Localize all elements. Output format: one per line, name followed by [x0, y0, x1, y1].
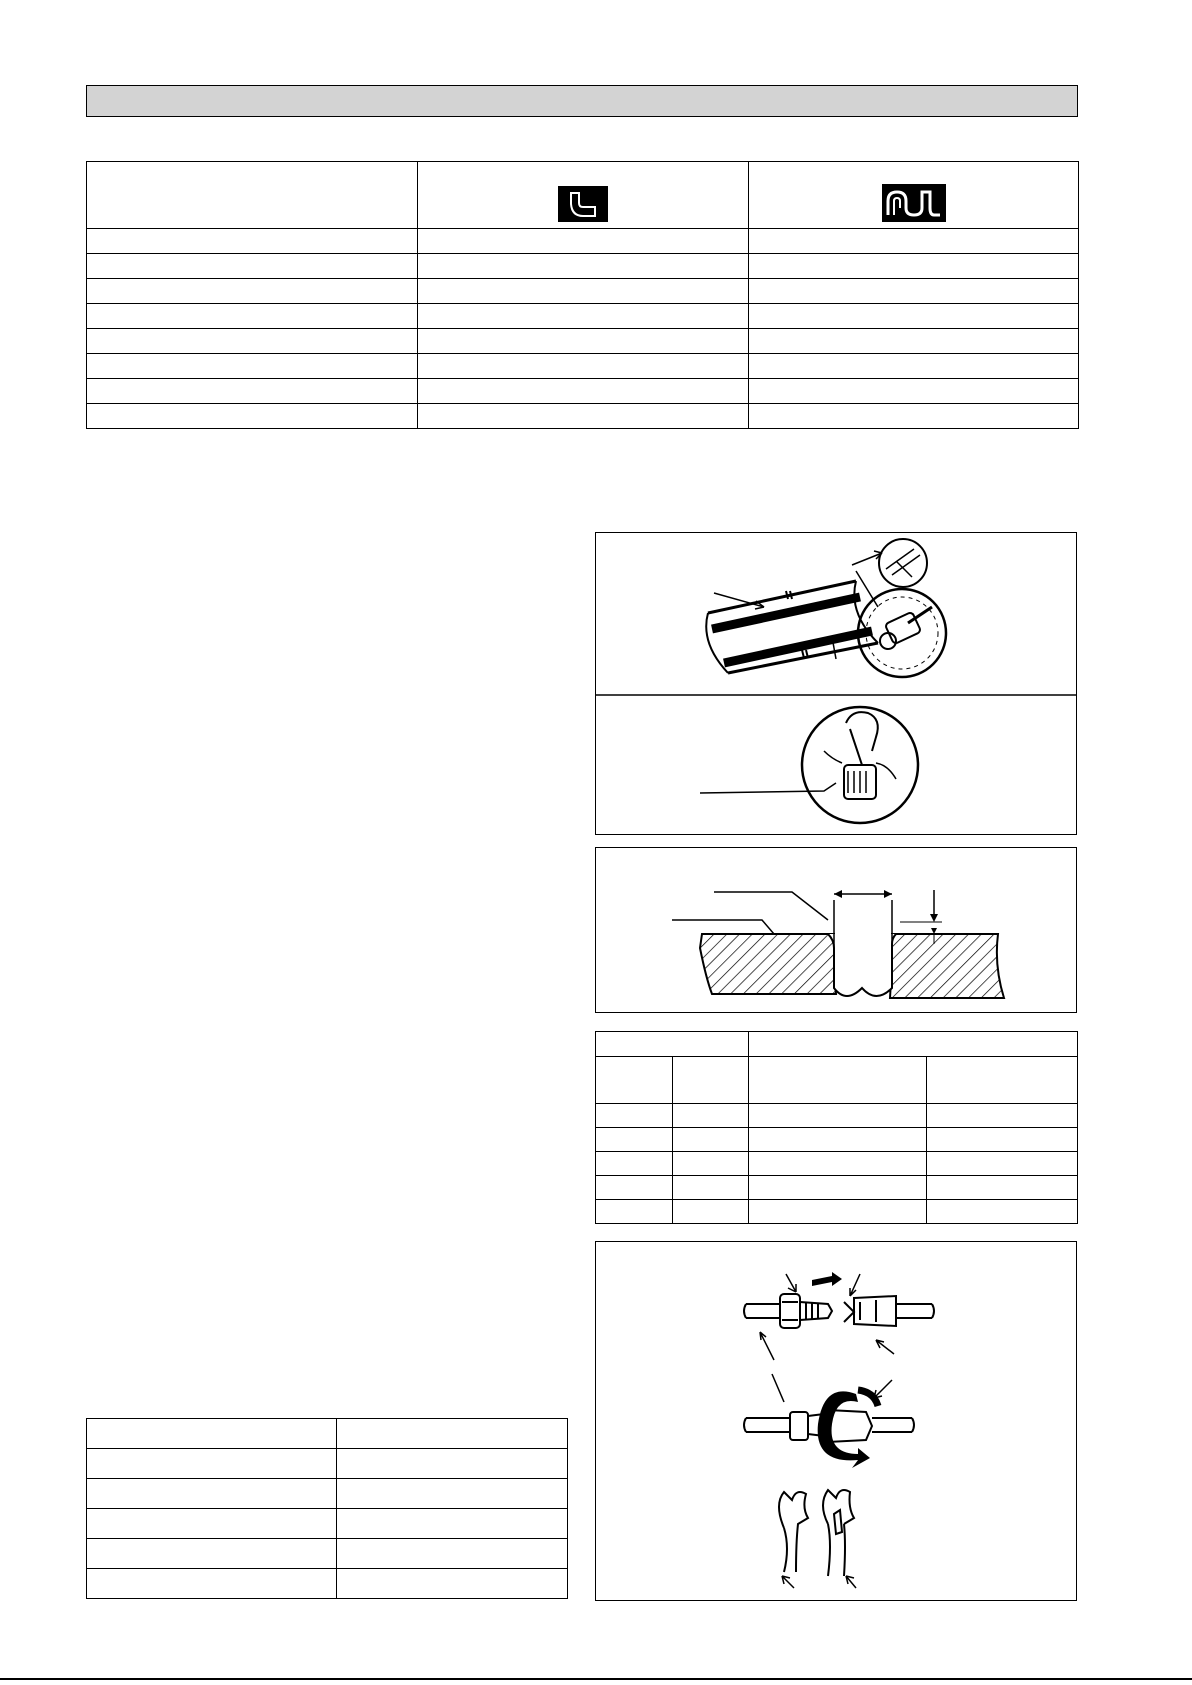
torque-cell: [337, 1449, 568, 1479]
torque-cell: [337, 1419, 568, 1449]
flare-cell: [596, 1104, 673, 1128]
flare-section-figure: [596, 848, 1076, 1012]
pipe-spec-cell: [749, 379, 1079, 404]
pipe-spec-cell: [418, 404, 749, 429]
pipe-spec-cell: [418, 329, 749, 354]
flare-cell: [673, 1152, 749, 1176]
flare-sub-header: [673, 1057, 749, 1104]
rotate-arrow-icon: [818, 1391, 870, 1468]
torque-cell: [87, 1509, 337, 1539]
pipe-spec-header-2: [749, 162, 1079, 229]
flare-cell: [749, 1152, 927, 1176]
flare-cell: [927, 1200, 1078, 1224]
pipe-spec-cell: [418, 304, 749, 329]
pipe-spec-cell: [418, 229, 749, 254]
pipe-spec-header-0: [87, 162, 418, 229]
flare-connection-panel: [595, 1241, 1077, 1601]
flare-sub-header: [749, 1057, 927, 1104]
flare-cell: [749, 1200, 927, 1224]
flare-section-panel: [595, 847, 1077, 1013]
flare-sub-header: [596, 1057, 673, 1104]
flare-sub-header: [927, 1057, 1078, 1104]
pipe-spec-cell: [749, 254, 1079, 279]
union-and-flare-nut-icon: [744, 1294, 934, 1328]
flare-cell: [749, 1104, 927, 1128]
torque-cell: [87, 1419, 337, 1449]
flare-dimension-table: [595, 1031, 1078, 1224]
pipe-cutting-panel: [595, 532, 1077, 835]
flare-connection-figure: [596, 1242, 1076, 1600]
torque-cell: [87, 1449, 337, 1479]
flare-cell: [673, 1128, 749, 1152]
page-bottom-rule: [0, 1678, 1192, 1680]
torque-cell: [87, 1569, 337, 1599]
flare-cell: [673, 1176, 749, 1200]
pipe-spec-cell: [87, 404, 418, 429]
torque-cell: [87, 1479, 337, 1509]
flare-cell: [927, 1104, 1078, 1128]
pipe-spec-cell: [749, 279, 1079, 304]
torque-cell: [337, 1569, 568, 1599]
flare-cell: [927, 1128, 1078, 1152]
pipe-spec-cell: [87, 279, 418, 304]
pipe-u-bend-icon: [882, 184, 946, 222]
pipe-spec-cell: [87, 379, 418, 404]
flare-cell: [673, 1200, 749, 1224]
pipe-spec-cell: [418, 254, 749, 279]
spanner-icon: [779, 1492, 808, 1572]
pipe-icon: [706, 581, 878, 673]
flare-cell: [596, 1152, 673, 1176]
pipe-spec-cell: [87, 354, 418, 379]
flare-cell: [749, 1128, 927, 1152]
pipe-spec-cell: [87, 329, 418, 354]
section-header-bar: [86, 85, 1078, 117]
pipe-spec-table: [86, 161, 1079, 429]
flare-group-header-0: [596, 1032, 749, 1057]
torque-cell: [337, 1479, 568, 1509]
flare-cell: [596, 1128, 673, 1152]
flare-group-header-1: [749, 1032, 1078, 1057]
pipe-spec-cell: [87, 229, 418, 254]
pipe-spec-cell: [749, 304, 1079, 329]
torque-table: [86, 1418, 568, 1599]
pipe-elbow-icon: [558, 186, 608, 222]
pipe-spec-cell: [749, 404, 1079, 429]
pipe-spec-cell: [418, 279, 749, 304]
flare-cell: [927, 1152, 1078, 1176]
cutter-detail-icon: [852, 539, 927, 607]
torque-cell: [337, 1509, 568, 1539]
pipe-cutting-figure: [596, 533, 1076, 834]
torque-wrench-icon: [823, 1490, 854, 1576]
torque-cell: [87, 1539, 337, 1569]
pipe-spec-cell: [749, 229, 1079, 254]
deburring-figure: [700, 707, 918, 823]
pipe-spec-cell: [749, 329, 1079, 354]
flare-cell: [749, 1176, 927, 1200]
pipe-spec-cell: [87, 304, 418, 329]
pipe-spec-cell: [418, 379, 749, 404]
flare-cell: [673, 1104, 749, 1128]
pipe-spec-header-1: [418, 162, 749, 229]
push-arrow-icon: [812, 1272, 842, 1286]
torque-cell: [337, 1539, 568, 1569]
flare-cell: [927, 1176, 1078, 1200]
pipe-spec-cell: [749, 354, 1079, 379]
flare-cell: [596, 1176, 673, 1200]
pipe-spec-cell: [418, 354, 749, 379]
pipe-spec-cell: [87, 254, 418, 279]
flare-cell: [596, 1200, 673, 1224]
